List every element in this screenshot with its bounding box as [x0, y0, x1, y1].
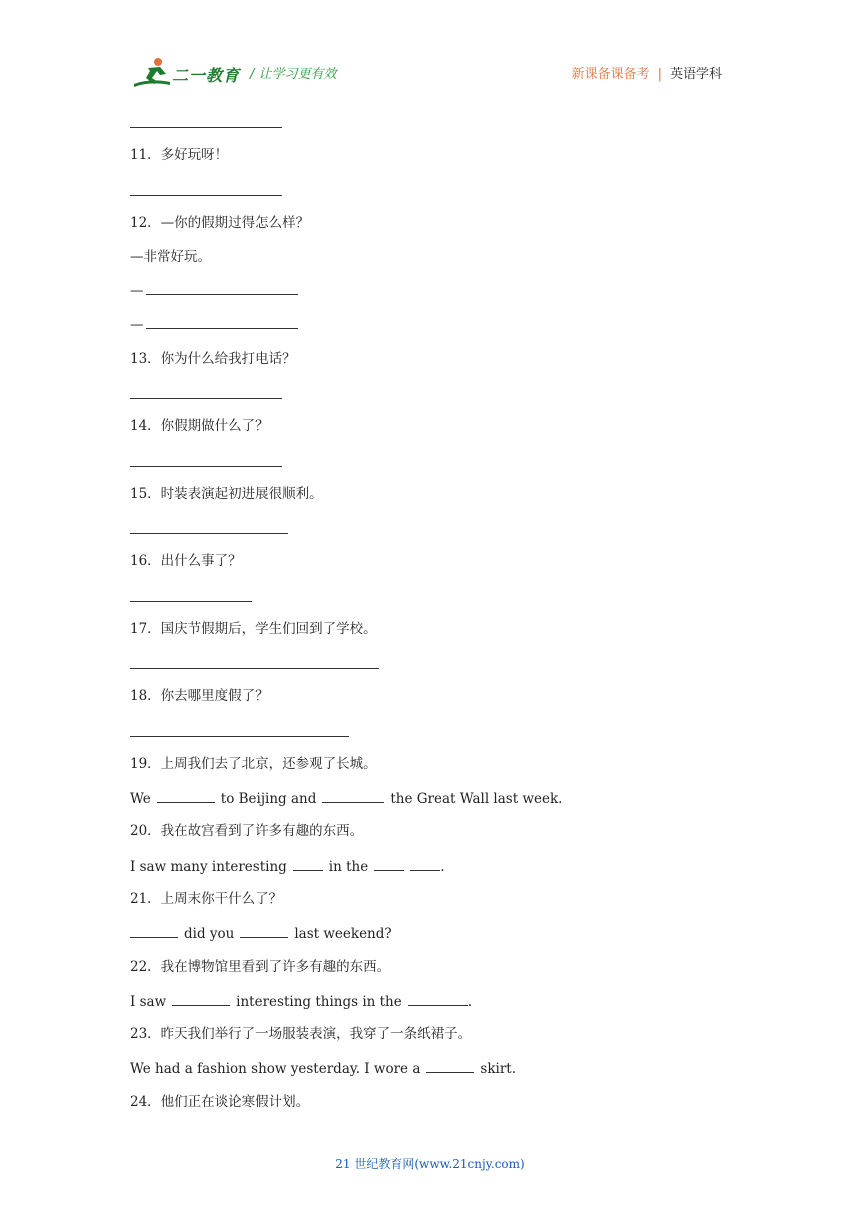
fill-blank[interactable] [157, 789, 215, 803]
header-right [572, 63, 722, 82]
page-header [0, 0, 860, 110]
dash: — [130, 283, 144, 299]
answer-line[interactable] [130, 668, 379, 669]
question-19: 19．上周我们去了北京，还参观了长城。 [130, 756, 377, 772]
answer-line[interactable] [130, 398, 282, 399]
dash: — [130, 317, 144, 333]
sentence-part: in the [328, 859, 369, 875]
question-20: 20．我在故宫看到了许多有趣的东西。 [130, 823, 364, 839]
question-18: 18．你去哪里度假了？ [130, 688, 269, 704]
sentence-part: skirt. [480, 1061, 516, 1077]
question-22-english [130, 992, 472, 1011]
header-separator: | [657, 67, 662, 82]
answer-line[interactable] [130, 127, 282, 128]
fill-blank[interactable] [410, 857, 440, 871]
answer-row [130, 316, 298, 334]
fill-blank[interactable] [322, 789, 384, 803]
slogan: / 让学习更有效 [250, 67, 337, 82]
answer-line[interactable] [146, 293, 298, 295]
sentence-part: the Great Wall last week. [390, 791, 563, 807]
page-footer: 21 世纪教育网(www.21cnjy.com) [335, 1157, 525, 1171]
question-14: 14．你假期做什么了？ [130, 418, 269, 434]
sentence-part: last weekend? [294, 926, 392, 942]
question-23: 23．昨天我们举行了一场服装表演，我穿了一条纸裙子。 [130, 1026, 472, 1042]
answer-line[interactable] [146, 327, 298, 329]
sentence-part: I saw many interesting [130, 859, 287, 875]
question-23-english [130, 1059, 516, 1078]
sentence-part: interesting things in the [236, 994, 402, 1010]
sentence-part: . [440, 859, 445, 875]
answer-line[interactable] [130, 466, 282, 467]
answer-line[interactable] [130, 601, 252, 602]
sentence-part: We had a fashion show yesterday. I wore a [130, 1061, 421, 1077]
sentence-part: to Beijing and [220, 791, 317, 807]
question-12: 12．—你的假期过得怎么样？ [130, 215, 310, 231]
answer-line[interactable] [130, 533, 288, 534]
question-24: 24．他们正在谈论寒假计划。 [130, 1094, 310, 1110]
question-21-english [130, 924, 392, 943]
fill-blank[interactable] [240, 924, 288, 938]
sentence-part: . [467, 994, 473, 1010]
question-12-reply: —非常好玩。 [130, 249, 211, 265]
fill-blank[interactable] [172, 992, 230, 1006]
answer-line[interactable] [130, 736, 349, 737]
question-19-english [130, 789, 562, 808]
fill-blank[interactable] [374, 857, 404, 871]
question-17: 17．国庆节假期后，学生们回到了学校。 [130, 621, 377, 637]
fill-blank[interactable] [130, 924, 178, 938]
sentence-part: did you [184, 926, 235, 942]
question-22: 22．我在博物馆里看到了许多有趣的东西。 [130, 959, 391, 975]
fill-blank[interactable] [408, 992, 468, 1006]
question-15: 15．时装表演起初进展很顺利。 [130, 486, 323, 502]
logo-text: 二一教育 [172, 66, 241, 85]
sentence-part: We [130, 791, 151, 807]
answer-line[interactable] [130, 195, 282, 196]
header-tag: 新课备课备考 [571, 67, 650, 82]
question-21: 21．上周末你干什么了？ [130, 891, 283, 907]
question-20-english [130, 857, 445, 876]
fill-blank[interactable] [293, 857, 323, 871]
answer-row [130, 282, 298, 300]
question-13: 13．你为什么给我打电话？ [130, 351, 296, 367]
header-subject: 英语学科 [669, 67, 722, 82]
sentence-part: I saw [130, 994, 167, 1010]
fill-blank[interactable] [426, 1059, 474, 1073]
question-16: 16．出什么事了？ [130, 553, 242, 569]
question-11: 11．多好玩呀！ [130, 147, 229, 163]
